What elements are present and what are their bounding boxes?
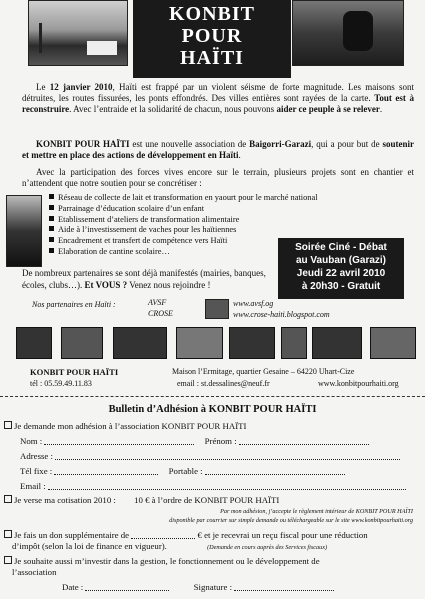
form-q3-line2 <box>12 541 327 553</box>
signature-field[interactable] <box>234 582 334 591</box>
label: Email : <box>20 481 46 491</box>
partners-paragraph <box>22 268 274 291</box>
don-amount-field[interactable] <box>131 530 195 539</box>
form-row-email <box>20 481 406 492</box>
text: Elaboration de cantine scolaire… <box>58 246 170 256</box>
form-row-tel <box>20 466 345 477</box>
label: Portable : <box>168 466 203 476</box>
photo-strip-8 <box>370 327 416 359</box>
text: Le <box>36 82 50 92</box>
text: Je fais un don supplémentaire de <box>14 530 130 540</box>
title-banner <box>133 0 291 78</box>
photo-strip-1 <box>16 327 52 359</box>
text: Je demande mon adhésion à l’association KONBIT POUR HAÏTI <box>14 421 247 431</box>
tel-field[interactable] <box>54 466 158 475</box>
cut-line <box>0 396 425 397</box>
partner-crose: CROSE <box>148 309 173 318</box>
text: Encadrement et transfert de compétence vers Haïti <box>58 236 228 246</box>
text-bold: Et VOUS ? <box>84 279 128 290</box>
list-item <box>49 193 318 204</box>
footer-tel: tél : 05.59.49.11.83 <box>30 379 92 388</box>
form-note2: disponible par courrier sur simple demande ou téléchargeable sur le site www.konbitpourhaiti.org <box>169 517 413 524</box>
portable-field[interactable] <box>205 466 345 475</box>
text: , qui a pour but de <box>311 139 383 149</box>
photo-strip-4 <box>176 327 223 359</box>
text: l’association <box>12 567 57 577</box>
form-title: Bulletin d’Adhésion à KONBIT POUR HAÏTI <box>108 404 317 415</box>
intro-paragraph-3: Avec la participation des forces vives encore sur le terrain, plusieurs projets sont en chantier et n’attendent que notre soutien pour se concrétiser : <box>22 167 414 189</box>
banner-line1: KONBIT <box>168 3 256 25</box>
footer-name: KONBIT POUR HAÏTI <box>30 367 119 377</box>
photo-haiti-left <box>28 0 128 66</box>
form-q2 <box>4 495 279 506</box>
text-note: (Demande en cours auprès des Services fiscaux) <box>207 544 328 551</box>
text: . Avec l’entraide et la solidarité de chacun, nous pouvons <box>69 104 277 115</box>
form-q1 <box>4 421 246 432</box>
photo-strip-3 <box>113 327 167 359</box>
url-crose[interactable]: www.crose-haiti.blogspot.com <box>233 310 330 319</box>
text: 10 € à l’ordre de KONBIT POUR HAÏTI <box>134 495 280 505</box>
form-row-date <box>62 582 334 593</box>
form-row-adresse <box>20 451 400 462</box>
text: Je verse ma cotisation 2010 : <box>14 495 116 505</box>
event-line2: au Vauban (Garazi) <box>295 255 387 266</box>
text: . <box>238 150 241 161</box>
label: Nom : <box>20 436 43 446</box>
form-q4 <box>4 556 320 567</box>
text: , Haïti est frappé par un violent séisme de forte magnitude. Les maisons sont détruites, les routes fissurées, les ponts effondrés. Des villes entières sont rayées de la carte. <box>22 82 414 104</box>
text: Venez nous rejoindre ! <box>127 279 211 290</box>
photo-man <box>6 195 42 267</box>
text: De nombreux partenaires se sont déjà manifestés (mairies, banques, écoles, clubs…). <box>22 268 266 290</box>
adresse-field[interactable] <box>55 451 400 460</box>
event-box <box>278 238 404 299</box>
text-bold: soutenir et mettre en place des actions de développement en Haïti <box>22 139 414 161</box>
form-note1: Par mon adhésion, j’accepte le règlement intérieur de KONBIT POUR HAÏTI <box>220 508 413 515</box>
partner-logo <box>205 299 229 319</box>
intro-paragraph-2 <box>22 139 414 161</box>
intro-paragraph-1 <box>22 82 414 116</box>
nom-field[interactable] <box>44 436 194 445</box>
text: € et je recevrai un reçu fiscal pour une réduction <box>197 530 368 540</box>
photo-haiti-right <box>292 0 404 66</box>
text-bold: aider ce peuple à se relever <box>276 104 380 115</box>
label: Signature : <box>193 582 233 592</box>
list-item <box>49 215 318 226</box>
photo-strip-7 <box>312 327 362 359</box>
event-line4: à 20h30 - Gratuit <box>301 281 381 292</box>
url-avsf[interactable]: www.avsf.og <box>233 299 274 308</box>
photo-strip-6 <box>281 327 307 359</box>
footer-email[interactable]: email : st.dessalines@neuf.fr <box>177 379 270 388</box>
date-field[interactable] <box>85 582 169 591</box>
list-item <box>49 225 318 236</box>
photo-strip-5 <box>229 327 275 359</box>
event-line1: Soirée Ciné - Débat <box>295 242 387 253</box>
banner-line3: HAÏTI <box>180 47 244 69</box>
form-q4-line2 <box>12 567 56 578</box>
photo-strip-2 <box>61 327 103 359</box>
text-bold: Tout est à reconstruire <box>22 93 414 115</box>
checkbox-adhesion[interactable] <box>4 421 12 429</box>
text: Je souhaite aussi m’investir dans la gestion, le fonctionnement ou le développement de <box>14 556 320 566</box>
email-field[interactable] <box>48 481 406 490</box>
prenom-field[interactable] <box>239 436 369 445</box>
form-q3 <box>4 530 368 541</box>
text: Parrainage d’éducation scolaire d’un enfant <box>58 203 205 213</box>
partner-avsf: AVSF <box>148 298 167 307</box>
label: Prénom : <box>204 436 237 446</box>
text: Réseau de collecte de lait et transformation en yaourt pour le marché national <box>58 193 318 202</box>
label: Adresse : <box>20 451 53 461</box>
date-text: 12 janvier 2010 <box>49 82 113 92</box>
text-bold: KONBIT POUR HAÏTI <box>36 139 130 149</box>
text-bold: Baigorri-Garazi <box>249 139 312 149</box>
footer-address: Maison l’Ermitage, quartier Gesaine – 64220 Uhart-Cize <box>172 367 355 376</box>
text: Aide à l’investissement de vaches pour les haïtiennes <box>58 225 237 235</box>
text: . <box>379 104 383 115</box>
checkbox-cotisation[interactable] <box>4 495 12 503</box>
label: Date : <box>62 582 84 592</box>
text: est une nouvelle association de <box>129 139 250 149</box>
text: Etablissement d’ateliers de transformation alimentaire <box>58 214 240 224</box>
checkbox-investir[interactable] <box>4 556 12 564</box>
form-row-nom <box>20 436 369 447</box>
banner-line2: POUR <box>181 25 243 47</box>
partners-label: Nos partenaires en Haïti : <box>32 300 116 309</box>
checkbox-don[interactable] <box>4 530 12 538</box>
list-item <box>49 204 318 215</box>
text: d’impôt (selon la loi de finance en vigueur). <box>12 541 167 551</box>
footer-website[interactable]: www.konbitpourhaiti.org <box>318 379 399 388</box>
label: Tél fixe : <box>20 466 53 476</box>
event-line3: Jeudi 22 avril 2010 <box>296 268 386 279</box>
